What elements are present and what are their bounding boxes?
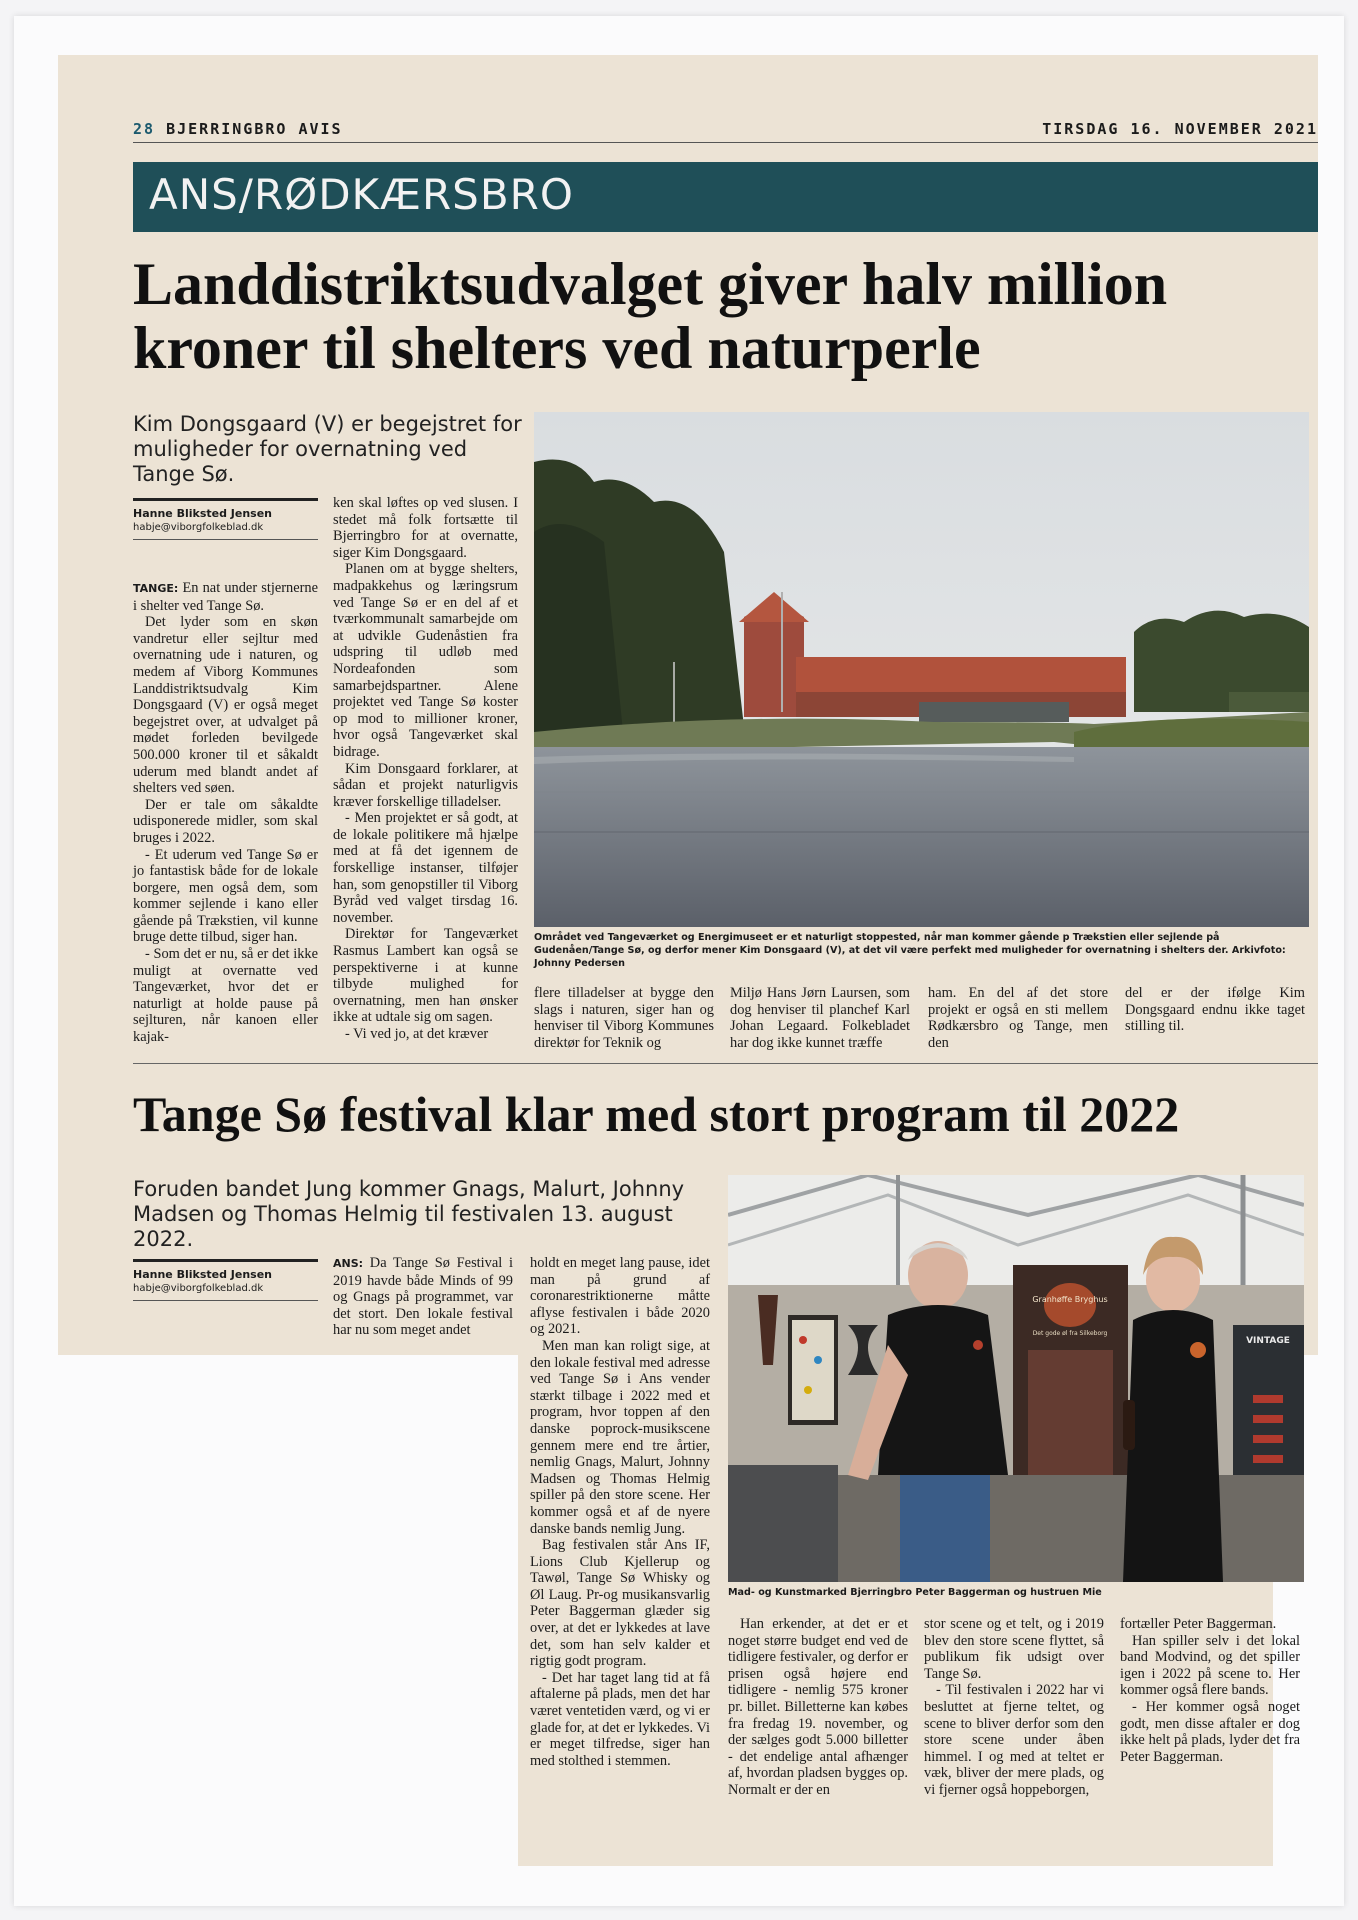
paragraph: Han spiller selv i det lokal band Modvind, og det spiller igen i 2022 på scene to. Her kommer også flere bands.: [1120, 1632, 1300, 1699]
article1-photo-caption: Området ved Tangeværket og Energimuseet er et naturligt stoppested, når man kommer gående p Trækstien eller sejlende på Gudenåen/Tange Sø, og derfor mener Kim Donsgaard (V), at det vil være perfekt med muligheder for overnatning i shelters der. Arkivfoto: Johnny Pedersen: [534, 932, 1286, 969]
paragraph: flere tilladelser at bygge den slags i naturen, siger han og henviser til Viborg Kommunes direktør for Teknik og: [534, 985, 714, 1051]
article2-column-5: [1120, 1616, 1300, 1765]
article2-headline: Tange Sø festival klar med stort program til 2022: [133, 1086, 1180, 1142]
paragraph: - Her kommer også noget godt, men disse aftaler er dog ikke helt på plads, lyder det fra Peter Baggerman.: [1120, 1698, 1300, 1765]
article2-subhead: Foruden bandet Jung kommer Gnags, Malurt, Johnny Madsen og Thomas Helmig til festivalen 13. august 2022.: [133, 1177, 685, 1251]
article1-headline: Landdistriktsudvalget giver halv million kroner til shelters ved naturperle: [133, 251, 1168, 381]
page-number: 28: [133, 120, 156, 138]
article1-column-5: [928, 985, 1108, 1051]
paragraph: - Til festivalen i 2022 har vi besluttet at fjerne teltet, og scene to bliver derfor som den store scene under åben himmel. I og med at teltet er væk, bliver der mere plads, og vi fjerner også hoppeborgen,: [924, 1682, 1104, 1798]
paragraph: ken skal løftes op ved slusen. I stedet må folk fortsætte til Bjerringbro for at overnatte, siger Kim Dongsgaard.: [333, 495, 518, 561]
paragraph: Men man kan roligt sige, at den lokale festival med adresse ved Tange Sø i Ans vender stærkt tilbage i 2022 med et program, hvor toppen af den danske poprock-musikscene gennem mere end tre årtier, nemlig Gnags, Malurt, Johnny Madsen og Thomas Helmig spiller på den store scene. Her kommer også et af de nyere danske bands nemlig Jung.: [530, 1337, 710, 1537]
section-title: ANS/RØDKÆRSBRO: [149, 170, 574, 219]
paragraph: [133, 580, 318, 614]
byline-rule: [133, 539, 318, 540]
paragraph: - Men projektet er så godt, at de lokale politikere må hjælpe med at få det igennem de forskellige instanser, tilføjer han, som genopstiller til Viborg Byråd ved valget tirsdag 16. november.: [333, 810, 518, 926]
lake-photo-graphic: [534, 412, 1309, 927]
article1-column-2: [333, 495, 518, 1043]
paragraph: fortæller Peter Baggerman.: [1120, 1616, 1277, 1632]
paragraph: Bag festivalen står Ans IF, Lions Club Kjellerup og Tawøl, Tange Sø Whisky og Øl Laug. Pr-og musikansvarlig Peter Baggerman glæder sig over, at det er lykkedes at lave det, som han selv kalder et rigtig godt program.: [530, 1537, 710, 1670]
paragraph: [333, 1255, 513, 1339]
paragraph: holdt en meget lang pause, idet man på grund af coronarestriktionerne måtte aflyse festivalen i både 2020 og 2021.: [530, 1255, 710, 1338]
paragraph: stor scene og et telt, og i 2019 blev den store scene flyttet, så publikum fik udsigt over Tange Sø.: [924, 1616, 1104, 1682]
section-bar: [133, 162, 1318, 232]
article1-photo: [534, 412, 1309, 927]
paragraph: Kim Donsgaard forklarer, at sådan et projekt naturligvis kræver forskellige tilladelser.: [333, 760, 518, 810]
article1-byline: [133, 498, 318, 540]
byline-email: habje@viborgfolkeblad.dk: [133, 1283, 264, 1294]
paragraph: Miljø Hans Jørn Laursen, som dog henviser til planchef Karl Johan Legaard. Folkebladet har dog ikke kunnet træffe: [730, 985, 910, 1051]
photo-board-title: VINTAGE: [1246, 1336, 1290, 1346]
paragraph: ham. En del af det store projekt er også en sti mellem Rødkærsbro og Tange, men den: [928, 985, 1108, 1051]
byline-name: Hanne Bliksted Jensen: [133, 1268, 273, 1281]
article2-column-1: [333, 1255, 513, 1339]
article2-byline: [133, 1259, 318, 1301]
dateline: ANS:: [333, 1257, 364, 1270]
paragraph: - Som det er nu, så er det ikke muligt at overnatte ved Tangeværket, hvor det er naturligt at holde pause på sejlturen, når kanoen eller kajak-: [133, 946, 318, 1046]
paragraph: - Det har taget lang tid at få aftalerne på plads, men det har været ventetiden værd, og vi er glade for, at det er lykkedes. Vi er meget tilfredse, siger han med stolthed i stemmen.: [530, 1669, 710, 1769]
article2-column-2: [530, 1255, 710, 1769]
article1-column-3: [534, 985, 714, 1051]
article2-photo-caption: Mad- og Kunstmarked Bjerringbro Peter Baggerman og hustruen Mie: [728, 1587, 1102, 1598]
paragraph: del er der ifølge Kim Dongsgaard endnu ikke taget stilling til.: [1125, 985, 1305, 1035]
header-rule: [133, 142, 1318, 143]
issue-date: TIRSDAG 16. NOVEMBER 2021: [1042, 120, 1318, 138]
market-photo-graphic: [728, 1175, 1304, 1582]
page-header-left: [133, 120, 343, 138]
byline-email: habje@viborgfolkeblad.dk: [133, 522, 264, 533]
paragraph: Der er tale om såkaldte udisponerede midler, som skal bruges i 2022.: [133, 796, 318, 846]
article2-photo: [728, 1175, 1304, 1582]
paragraph: Direktør for Tangeværket Rasmus Lambert kan også se perspektiverne i at kunne tilbyde mulighed for overnatning, men han ønsker ikke at udtale sig om sagen.: [333, 926, 518, 1026]
page-header: [133, 120, 1318, 138]
article1-column-4: [730, 985, 910, 1051]
paragraph: Han erkender, at det er et noget større budget end ved de tidligere festivaler, og derfor er prisen også højere end tidligere - nemlig 575 kroner pr. billet. Billetterne kan købes fra fredag 19. november, og der sælges godt 5.000 billetter - det endelige antal afhænger af, hvordan pladsen bygges op. Normalt er der en: [728, 1616, 908, 1798]
paragraph-text: Da Tange Sø Festival i 2019 havde både Minds of 99 og Gnags på programmet, var det stort. Den lokale festival har nu som meget andet: [333, 1255, 513, 1339]
article1-column-6: [1125, 985, 1305, 1035]
article2-column-3: [728, 1616, 908, 1799]
photo-sign-tagline: Det gode øl fra Silkeborg: [1032, 1330, 1108, 1337]
dateline: TANGE:: [133, 582, 179, 595]
article1-column-1: [133, 580, 318, 1046]
article1-subhead: Kim Dongsgaard (V) er begejstret for muligheder for overnatning ved Tange Sø.: [133, 412, 522, 486]
article-divider: [133, 1063, 1318, 1064]
photo-sign-brand: Granhøffe Bryghus: [1032, 1295, 1108, 1304]
paragraph-text: En nat under stjernerne i shelter ved Tange Sø.: [133, 580, 318, 614]
paper-name: BJERRINGBRO AVIS: [166, 120, 343, 138]
paragraph: Det lyder som en skøn vandretur eller sejltur med overnatning ude i naturen, og medem af Viborg Kommunes Landdistriktsudvalg Kim Dongsgaard (V) er også meget begejstret over, at udvalget på mødet forleden bevilgede 500.000 kroner til et såkaldt uderum med blandt andet af shelters ved søen.: [133, 614, 318, 797]
paragraph: Planen om at bygge shelters, madpakkehus og læringsrum ved Tange Sø er en del af et tværkommunalt samarbejde om at udvikle Gudenåstien fra udspring til udløb med Nordeafonden som samarbejdspartner. Alene projektet ved Tange Sø koster op mod to millioner kroner, hvor også Tangeværket skal bidrage.: [333, 561, 518, 760]
byline-rule: [133, 1300, 318, 1301]
paragraph: - Et uderum ved Tange Sø er jo fantastisk både for de lokale borgere, men også dem, som kommer sejlende i kano eller gående på Trækstien, vil kunne bruge dette tilbud, siger han.: [133, 846, 318, 946]
byline-name: Hanne Bliksted Jensen: [133, 507, 273, 520]
paragraph: - Vi ved jo, at det kræver: [345, 1026, 489, 1042]
article2-column-4: [924, 1616, 1104, 1799]
